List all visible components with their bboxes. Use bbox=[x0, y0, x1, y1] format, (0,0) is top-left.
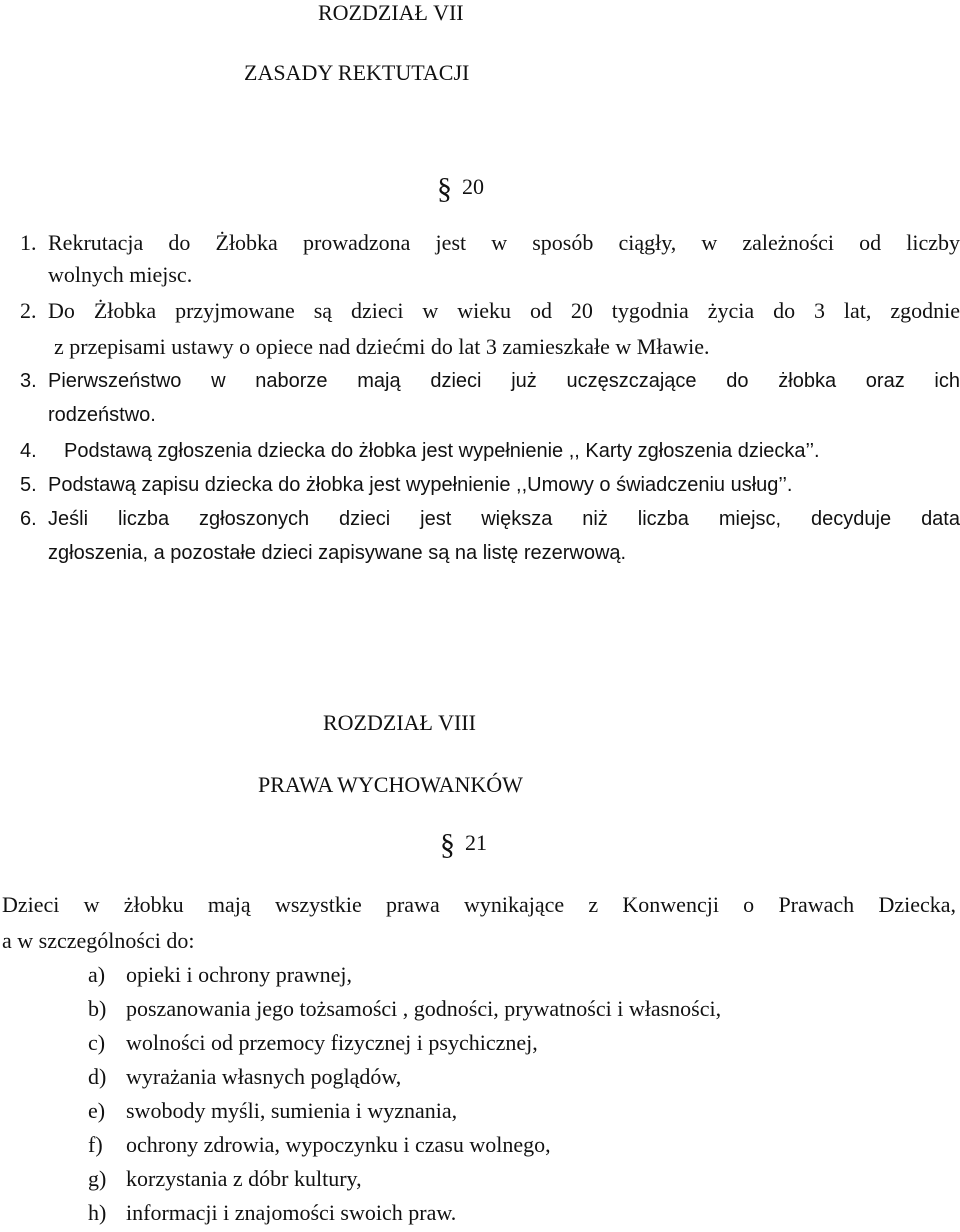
list-item-number: 1. bbox=[20, 230, 37, 255]
rights-item-text: wolności od przemocy fizycznej i psychicznej, bbox=[126, 1030, 538, 1055]
list-item-text-cont: zgłoszenia, a pozostałe dzieci zapisywane są na listę rezerwową. bbox=[48, 542, 627, 564]
list-item-number: 5. bbox=[20, 474, 37, 496]
list-item-number: 6. bbox=[20, 508, 37, 530]
section-mark-icon: § bbox=[437, 172, 452, 205]
chapter-8-title: PRAWA WYCHOWANKÓW bbox=[258, 772, 523, 797]
intro-paragraph-cont: a w szczególności do: bbox=[2, 928, 195, 953]
section-number: 21 bbox=[465, 830, 487, 855]
list-item-text: Podstawą zgłoszenia dziecka do żłobka jest wypełnienie ,, Karty zgłoszenia dziecka’’. bbox=[64, 440, 820, 462]
rights-item-letter: g) bbox=[88, 1166, 107, 1191]
chapter-7-heading: ROZDZIAŁ VII bbox=[318, 0, 464, 25]
rights-item-letter: e) bbox=[88, 1098, 106, 1123]
list-item-text-cont: rodzeństwo. bbox=[48, 404, 156, 426]
rights-item-letter: d) bbox=[88, 1064, 107, 1089]
list-item-text: Do Żłobka przyjmowane są dzieci w wieku od 20 tygodnia życia do 3 lat, zgodnie bbox=[48, 298, 960, 323]
section-21-label bbox=[440, 828, 487, 862]
list-item-number: 3. bbox=[20, 370, 37, 392]
chapter-8-heading: ROZDZIAŁ VIII bbox=[323, 710, 476, 735]
rights-item-letter: f) bbox=[88, 1132, 103, 1157]
list-item-text-cont: z przepisami ustawy o opiece nad dziećmi do lat 3 zamieszkałe w Mławie. bbox=[54, 334, 710, 359]
intro-paragraph: Dzieci w żłobku mają wszystkie prawa wynikające z Konwencji o Prawach Dziecka, bbox=[2, 892, 956, 917]
list-item-text-cont: wolnych miejsc. bbox=[48, 262, 193, 287]
chapter-7-title: ZASADY REKTUTACJI bbox=[244, 60, 470, 85]
rights-item-text: swobody myśli, sumienia i wyznania, bbox=[126, 1098, 458, 1123]
list-item-text: Pierwszeństwo w naborze mają dzieci już uczęszczające do żłobka oraz ich bbox=[48, 370, 960, 392]
rights-item-text: ochrony zdrowia, wypoczynku i czasu wolnego, bbox=[126, 1132, 551, 1157]
list-item-number: 4. bbox=[20, 440, 37, 462]
rights-item-text: wyrażania własnych poglądów, bbox=[126, 1064, 402, 1089]
rights-item-letter: h) bbox=[88, 1200, 107, 1225]
list-item-text: Jeśli liczba zgłoszonych dzieci jest większa niż liczba miejsc, decyduje data bbox=[48, 508, 960, 530]
rights-item-letter: a) bbox=[88, 962, 106, 987]
list-item-text: Podstawą zapisu dziecka do żłobka jest wypełnienie ,,Umowy o świadczeniu usług’’. bbox=[48, 474, 793, 496]
rights-item-letter: c) bbox=[88, 1030, 106, 1055]
section-20-label bbox=[437, 172, 484, 206]
rights-item-text: poszanowania jego tożsamości , godności, prywatności i własności, bbox=[126, 996, 722, 1021]
rights-item-letter: b) bbox=[88, 996, 107, 1021]
section-mark-icon: § bbox=[440, 828, 455, 861]
section-number: 20 bbox=[462, 174, 484, 199]
rights-item-text: informacji i znajomości swoich praw. bbox=[126, 1200, 457, 1225]
list-item-text: Rekrutacja do Żłobka prowadzona jest w sposób ciągły, w zależności od liczby bbox=[48, 230, 960, 255]
list-item-number: 2. bbox=[20, 298, 37, 323]
rights-item-text: opieki i ochrony prawnej, bbox=[126, 962, 353, 987]
rights-item-text: korzystania z dóbr kultury, bbox=[126, 1166, 362, 1191]
